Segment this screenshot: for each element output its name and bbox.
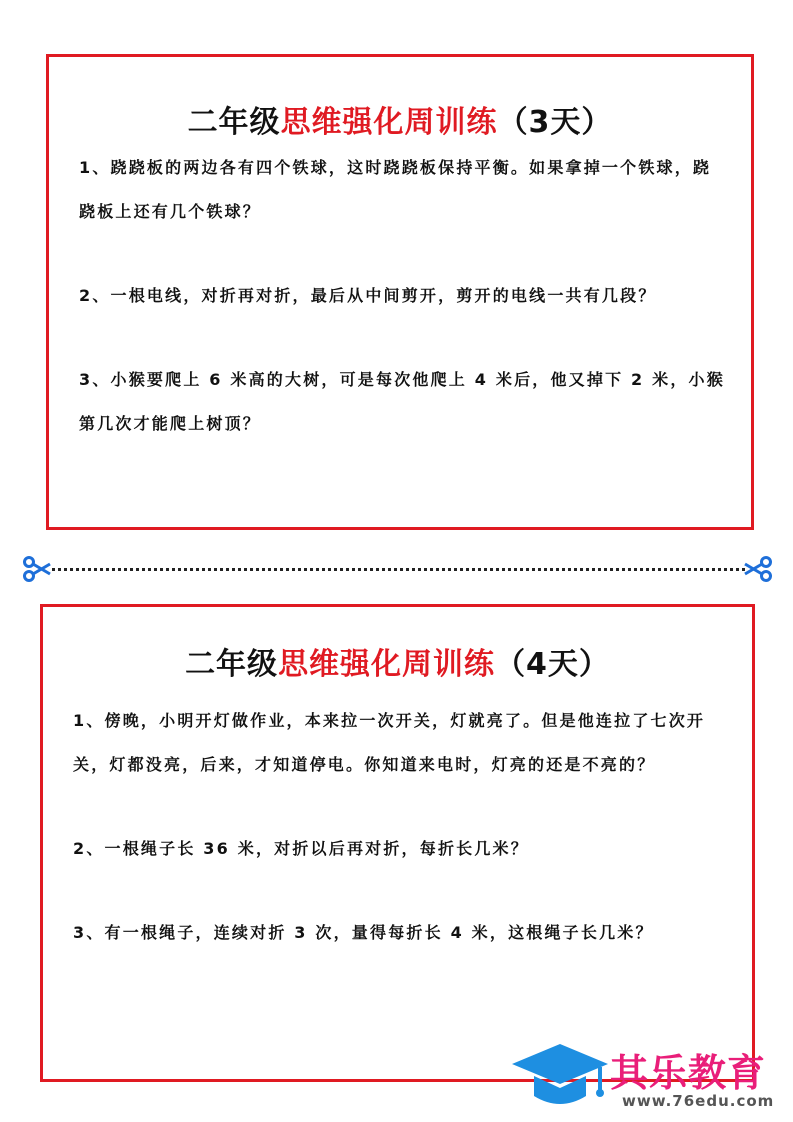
question-list <box>73 699 726 955</box>
worksheet-card-day3 <box>46 54 754 530</box>
question-item: 1、傍晚，小明开灯做作业，本来拉一次开关，灯就亮了。但是他连拉了七次开关，灯都没亮，后来，才知道停电。你知道来电时，灯亮的还是不亮的？ <box>73 711 706 774</box>
worksheet-card-day4 <box>40 604 755 1082</box>
title-highlight: 思维强化周训练 <box>278 647 496 682</box>
question-list <box>79 146 729 446</box>
question-item: 1、跷跷板的两边各有四个铁球，这时跷跷板保持平衡。如果拿掉一个铁球，跷跷板上还有几个铁球？ <box>79 158 712 221</box>
logo-url: www.76edu.com <box>622 1092 775 1110</box>
brand-logo <box>510 1040 790 1120</box>
worksheet-title <box>43 639 752 683</box>
scissors-icon <box>743 556 773 582</box>
title-highlight: 思维强化周训练 <box>280 105 498 140</box>
title-prefix: 二年级 <box>187 105 281 140</box>
title-suffix: （4天） <box>495 647 610 682</box>
logo-name: 其乐教育 <box>610 1051 767 1095</box>
worksheet-title <box>49 97 751 141</box>
graduation-cap-icon <box>510 1040 610 1116</box>
title-suffix: （3天） <box>497 105 613 140</box>
title-prefix: 二年级 <box>185 647 279 682</box>
question-item: 2、一根绳子长 36 米，对折以后再对折，每折长几米？ <box>73 839 529 858</box>
scissors-icon <box>22 556 52 582</box>
cut-line <box>52 568 745 571</box>
question-item: 3、小猴要爬上 6 米高的大树，可是每次他爬上 4 米后，他又掉下 2 米，小猴第几次才能爬上树顶？ <box>79 370 725 433</box>
question-item: 2、一根电线，对折再对折，最后从中间剪开，剪开的电线一共有几段？ <box>79 286 657 305</box>
question-item: 3、有一根绳子，连续对折 3 次，量得每折长 4 米，这根绳子长几米？ <box>73 923 654 942</box>
